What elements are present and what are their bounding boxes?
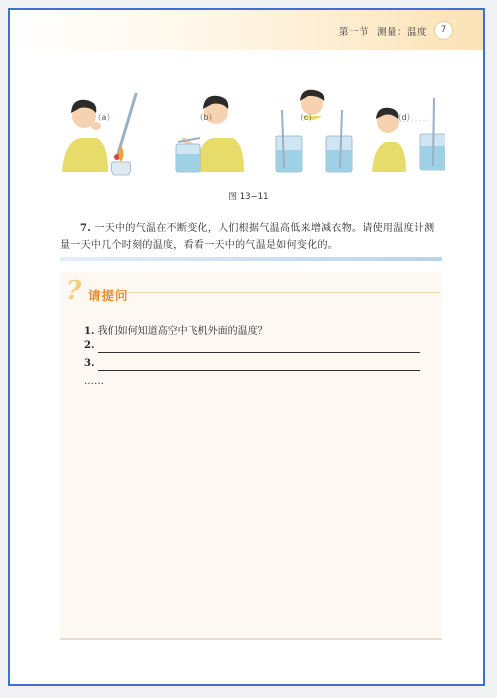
exercise-number: 7. <box>80 223 92 234</box>
figure-d-drawing <box>372 98 445 172</box>
figure-a-drawing <box>62 94 136 175</box>
figure-label-c: （c） <box>295 113 317 122</box>
question-item <box>84 322 268 337</box>
question-text: 我们如何知道高空中飞机外面的温度？ <box>97 326 268 337</box>
question-mark-icon: ? <box>66 276 82 306</box>
panel-title-rule <box>94 292 440 293</box>
question-item <box>84 340 94 351</box>
section-label: 第一节 <box>338 27 369 38</box>
experiment-illustration <box>50 80 445 200</box>
continuation-ellipsis: …… <box>84 376 104 387</box>
topic-label: 测量：温度 <box>376 27 427 38</box>
textbook-page <box>8 8 485 686</box>
section-divider <box>60 257 442 261</box>
question-number: 1. <box>84 326 95 337</box>
figure-label-a: （a） <box>93 113 115 122</box>
panel-title: 请提问 <box>88 288 129 303</box>
answer-blank-line[interactable] <box>98 352 420 353</box>
figure-label-b: （b） <box>195 113 217 122</box>
question-item <box>84 358 94 369</box>
figure-c-drawing <box>276 90 352 172</box>
question-number: 3. <box>84 358 95 369</box>
answer-blank-line[interactable] <box>98 370 420 371</box>
figure-b-drawing <box>176 96 244 172</box>
exercise-text: 一天中的气温在不断变化，人们根据气温高低来增减衣物。请使用温度计测量一天中几个时刻的温度，看看一天中的气温是如何变化的。 <box>60 223 435 251</box>
page-number: 7 <box>434 21 453 40</box>
question-number: 2. <box>84 340 95 351</box>
figure-label-d: （d） <box>393 113 415 122</box>
figure-caption: 图 13−11 <box>228 192 269 202</box>
exercise-paragraph <box>60 220 442 254</box>
panel-bottom-border <box>60 638 442 640</box>
running-header <box>339 24 427 38</box>
